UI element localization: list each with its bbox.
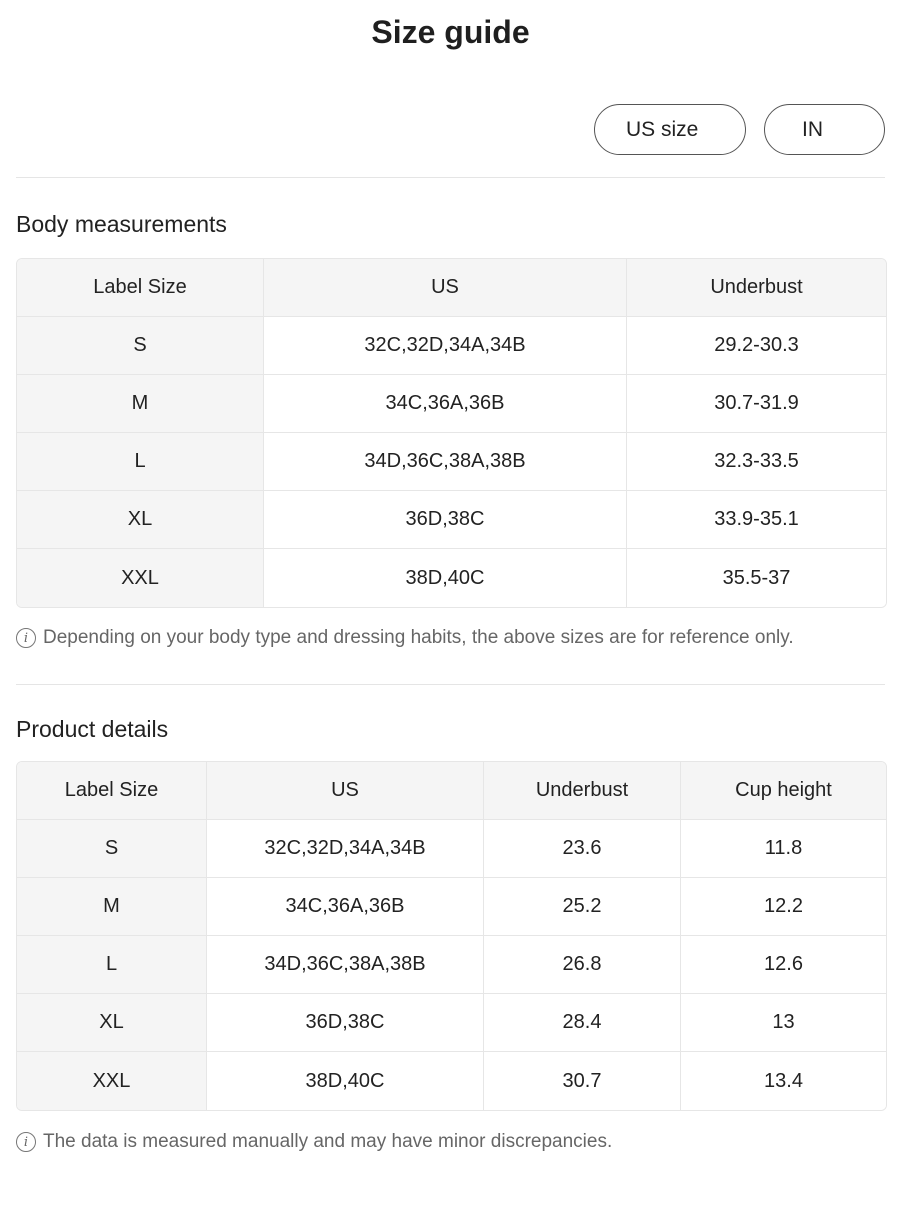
table-cell: 35.5-37 — [627, 549, 886, 607]
table-cell: 23.6 — [484, 820, 681, 878]
table-cell: S — [17, 317, 264, 375]
us-size-button[interactable]: US size — [594, 104, 746, 155]
table-cell: 13 — [681, 994, 886, 1052]
table-row — [17, 491, 886, 549]
info-icon: i — [16, 628, 36, 648]
column-header: Underbust — [484, 762, 681, 820]
table-cell: 29.2-30.3 — [627, 317, 886, 375]
table-row — [17, 317, 886, 375]
table-cell: 12.2 — [681, 878, 886, 936]
table-row — [17, 878, 886, 936]
reference-note-text: Depending on your body type and dressing habits, the above sizes are for reference only. — [43, 627, 794, 648]
table-cell: 34C,36A,36B — [207, 878, 484, 936]
table-cell: XXL — [17, 549, 264, 607]
table-cell: 33.9-35.1 — [627, 491, 886, 549]
table-cell: 25.2 — [484, 878, 681, 936]
table-cell: XL — [17, 994, 207, 1052]
table-row — [17, 936, 886, 994]
body-measurements-table — [16, 258, 887, 608]
column-header: Label Size — [17, 259, 264, 317]
table-cell: 32C,32D,34A,34B — [264, 317, 627, 375]
column-header: Underbust — [627, 259, 886, 317]
column-header: Cup height — [681, 762, 886, 820]
product-details-table — [16, 761, 887, 1111]
table-cell: 30.7 — [484, 1052, 681, 1110]
table-cell: M — [17, 375, 264, 433]
table-cell: L — [17, 936, 207, 994]
table-cell: 26.8 — [484, 936, 681, 994]
table-row — [17, 375, 886, 433]
measurement-note-text: The data is measured manually and may have minor discrepancies. — [43, 1131, 613, 1152]
body-measurements-title: Body measurements — [16, 211, 227, 237]
measurement-note — [16, 1131, 612, 1153]
table-cell: 13.4 — [681, 1052, 886, 1110]
column-header: Label Size — [17, 762, 207, 820]
product-details-title: Product details — [16, 716, 169, 742]
table-row — [17, 433, 886, 491]
table-cell: XL — [17, 491, 264, 549]
table-header-row — [17, 259, 886, 317]
table-cell: 12.6 — [681, 936, 886, 994]
table-cell: 36D,38C — [264, 491, 627, 549]
table-cell: XXL — [17, 1052, 207, 1110]
table-row — [17, 994, 886, 1052]
inch-unit-button[interactable]: IN — [764, 104, 885, 155]
divider — [16, 684, 885, 685]
table-cell: 34D,36C,38A,38B — [264, 433, 627, 491]
table-cell: 34D,36C,38A,38B — [207, 936, 484, 994]
table-cell: 38D,40C — [207, 1052, 484, 1110]
table-header-row — [17, 762, 886, 820]
column-header: US — [207, 762, 484, 820]
table-cell: 11.8 — [681, 820, 886, 878]
unit-toggle — [594, 104, 885, 155]
table-row — [17, 820, 886, 878]
table-row — [17, 549, 886, 607]
table-cell: 32C,32D,34A,34B — [207, 820, 484, 878]
column-header: US — [264, 259, 627, 317]
table-cell: L — [17, 433, 264, 491]
table-cell: 28.4 — [484, 994, 681, 1052]
table-cell: 30.7-31.9 — [627, 375, 886, 433]
table-cell: 38D,40C — [264, 549, 627, 607]
table-cell: 32.3-33.5 — [627, 433, 886, 491]
info-icon: i — [16, 1132, 36, 1152]
table-cell: S — [17, 820, 207, 878]
divider — [16, 177, 885, 178]
reference-note — [16, 627, 794, 649]
table-cell: 36D,38C — [207, 994, 484, 1052]
table-cell: M — [17, 878, 207, 936]
table-cell: 34C,36A,36B — [264, 375, 627, 433]
page-title: Size guide — [371, 14, 530, 50]
table-row — [17, 1052, 886, 1110]
